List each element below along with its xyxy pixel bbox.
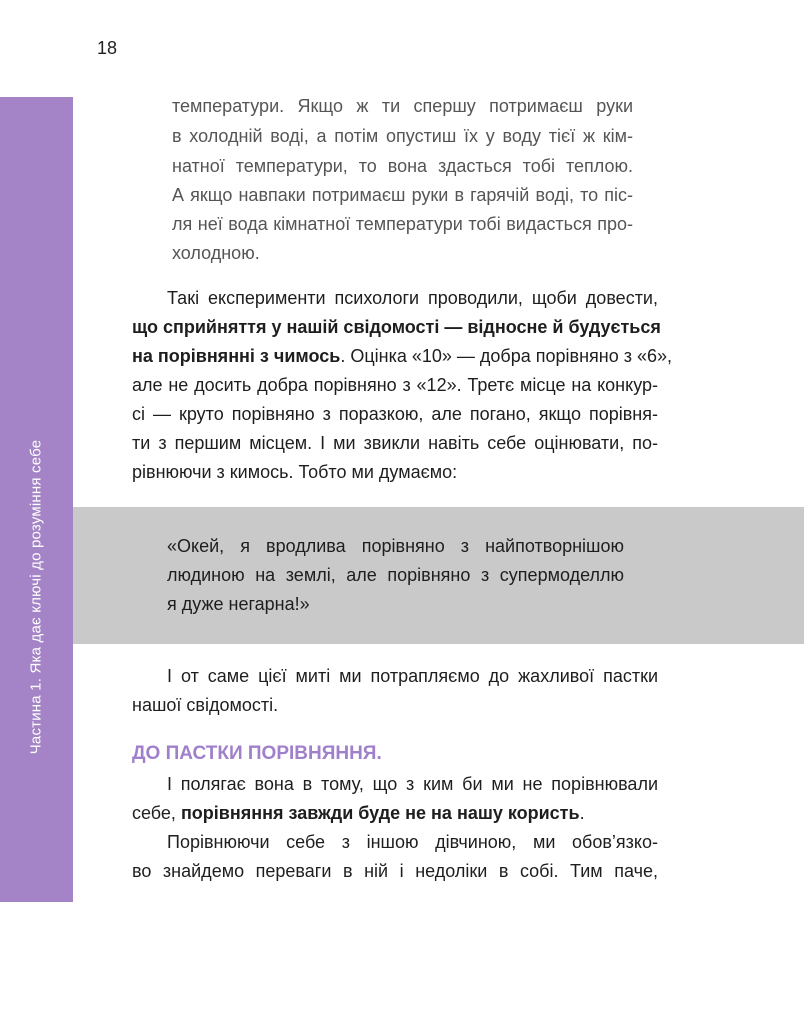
quote-line: людиною на землі, але порівняно з супермоделлю bbox=[167, 565, 624, 585]
text-line: холодною. bbox=[172, 243, 260, 263]
page-number: 18 bbox=[97, 38, 118, 58]
text-line: Такі експерименти психологи проводили, щоби довести, bbox=[167, 288, 658, 308]
text-line: І от саме цієї миті ми потрапляємо до жахливої пастки bbox=[167, 666, 658, 686]
text-line: Порівнюючи себе з іншою дівчиною, ми обов’язко- bbox=[167, 832, 658, 852]
text-line: ти з першим місцем. І ми звикли навіть себе оцінювати, по- bbox=[132, 433, 658, 453]
text-line: ля неї вода кімнатної температури тобі видасться про- bbox=[172, 214, 633, 234]
text-span: . Оцінка «10» — добра порівняно з «6», bbox=[340, 346, 672, 366]
chapter-title: Частина 1. Яка дає ключі до розуміння себе bbox=[27, 439, 45, 755]
text-line: І полягає вона в тому, що з ким би ми не порівнювали bbox=[167, 774, 658, 794]
quote-line: «Окей, я вродлива порівняно з найпотворнішою bbox=[167, 536, 624, 556]
bold-text: на порівнянні з чимось bbox=[132, 346, 341, 366]
text-line bbox=[132, 798, 585, 829]
text-line bbox=[132, 341, 672, 372]
bold-text: порівняння завжди буде не на нашу користь bbox=[180, 803, 580, 823]
text-line: во знайдемо переваги в ній і недоліки в собі. Тим паче, bbox=[132, 861, 658, 881]
text-line: рівнюючи з кимось. Тобто ми думаємо: bbox=[132, 462, 458, 482]
text-line: нашої свідомості. bbox=[132, 695, 279, 715]
text-line: температури. Якщо ж ти спершу потримаєш руки bbox=[172, 96, 633, 116]
quote-line: я дуже негарна!» bbox=[167, 594, 310, 614]
text-line: натної температури, то вона здасться тобі теплою. bbox=[172, 156, 633, 176]
section-heading: ДО ПАСТКИ ПОРІВНЯННЯ. bbox=[132, 743, 382, 764]
chapter-sidebar bbox=[0, 97, 73, 902]
text-span: . bbox=[579, 803, 585, 823]
text-line: в холодній воді, а потім опустиш їх у воду тієї ж кім- bbox=[172, 126, 633, 146]
text-span: себе, bbox=[132, 803, 181, 823]
text-line: сі — круто порівняно з поразкою, але погано, якщо порівня- bbox=[132, 404, 658, 424]
quote-box bbox=[73, 507, 804, 644]
bold-text: що сприйняття у нашій свідомості — відносне й будується bbox=[132, 317, 661, 337]
text-line: А якщо навпаки потримаєш руки в гарячій воді, то піс- bbox=[172, 185, 633, 205]
text-line bbox=[132, 312, 661, 343]
text-line: але не досить добра порівняно з «12». Третє місце на конкур- bbox=[132, 375, 658, 395]
